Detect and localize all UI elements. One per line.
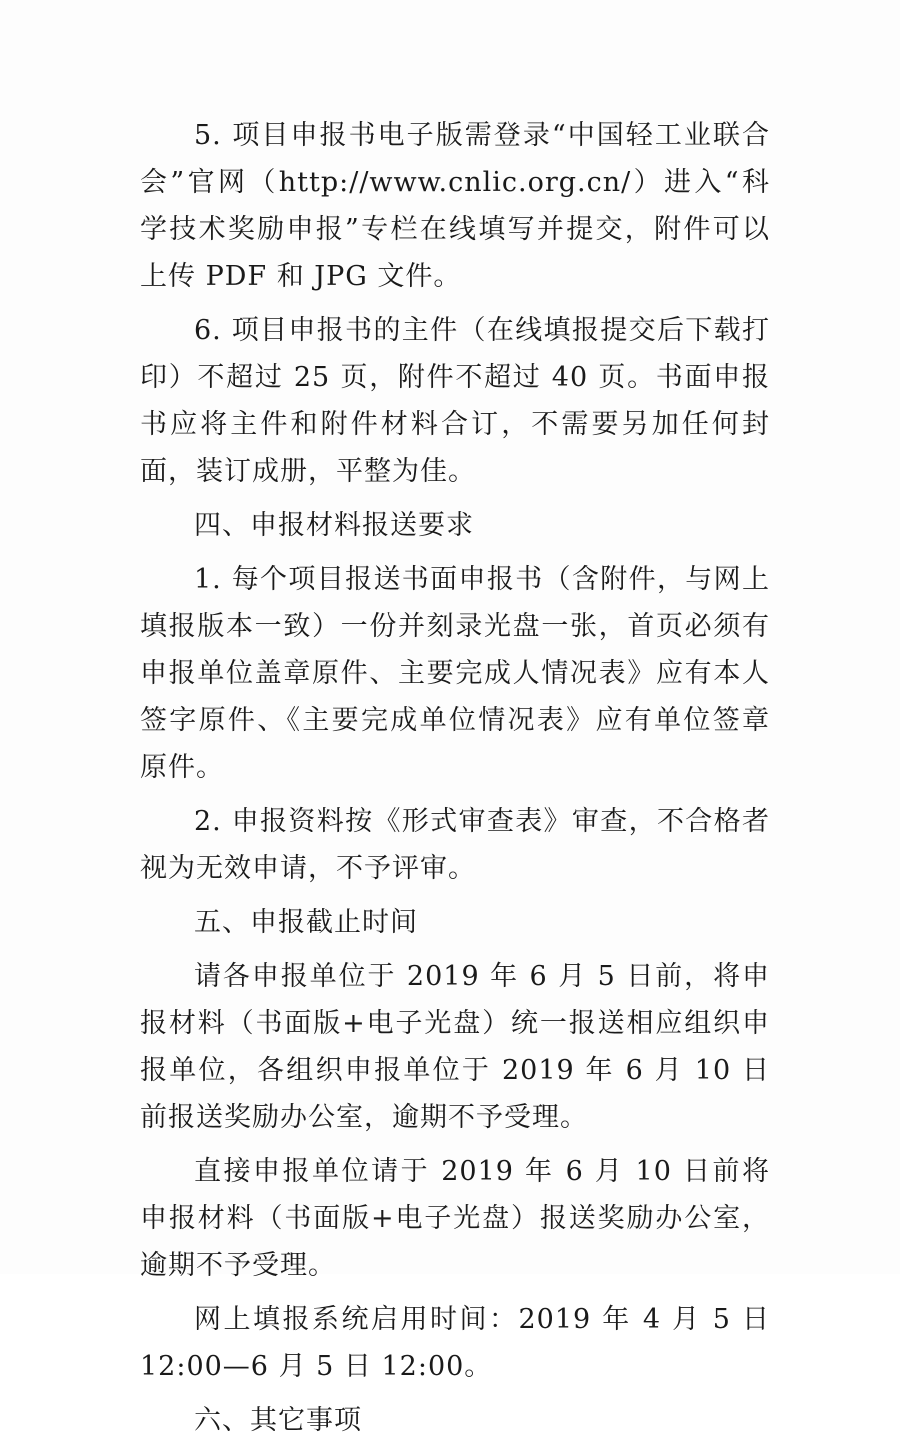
section-heading-5: 五、申报截止时间 [194,907,418,938]
section-heading-4: 四、申报材料报送要求 [194,510,474,541]
paragraph-requirement-1: 1. 每个项目报送书面申报书（含附件，与网上填报版本一致）一份并刻录光盘一张，首页必须有申报单位盖章原件、主要完成人情况表》应有本人签字原件、《主要完成单位情况表》应有单位签章原件。 [140,564,770,783]
paragraph-deadline-2: 直接申报单位请于 2019 年 6 月 10 日前将申报材料（书面版+电子光盘）报送奖励办公室，逾期不予受理。 [140,1156,770,1281]
paragraph-online-system-time: 网上填报系统启用时间：2019 年 4 月 5 日 12:00—6 月 5 日 12:00。 [140,1304,770,1382]
paragraph-requirement-2: 2. 申报资料按《形式审查表》审查，不合格者视为无效申请，不予评审。 [140,806,770,884]
paragraph-deadline-1: 请各申报单位于 2019 年 6 月 5 日前，将申报材料（书面版+电子光盘）统一报送相应组织申报单位，各组织申报单位于 2019 年 6 月 10 日前报送奖励办公室，逾期不予受理。 [140,961,770,1133]
paragraph-item-6: 6. 项目申报书的主件（在线填报提交后下载打印）不超过 25 页，附件不超过 40 页。书面申报书应将主件和附件材料合订，不需要另加任何封面，装订成册，平整为佳。 [140,315,770,487]
paragraph-item-5: 5. 项目申报书电子版需登录“中国轻工业联合会”官网（http://www.cnlic.org.cn/）进入“科学技术奖励申报”专栏在线填写并提交，附件可以上传 PDF 和 JPG 文件。 [140,120,770,292]
section-heading-6: 六、其它事项 [194,1405,362,1436]
document-body [140,112,770,1444]
